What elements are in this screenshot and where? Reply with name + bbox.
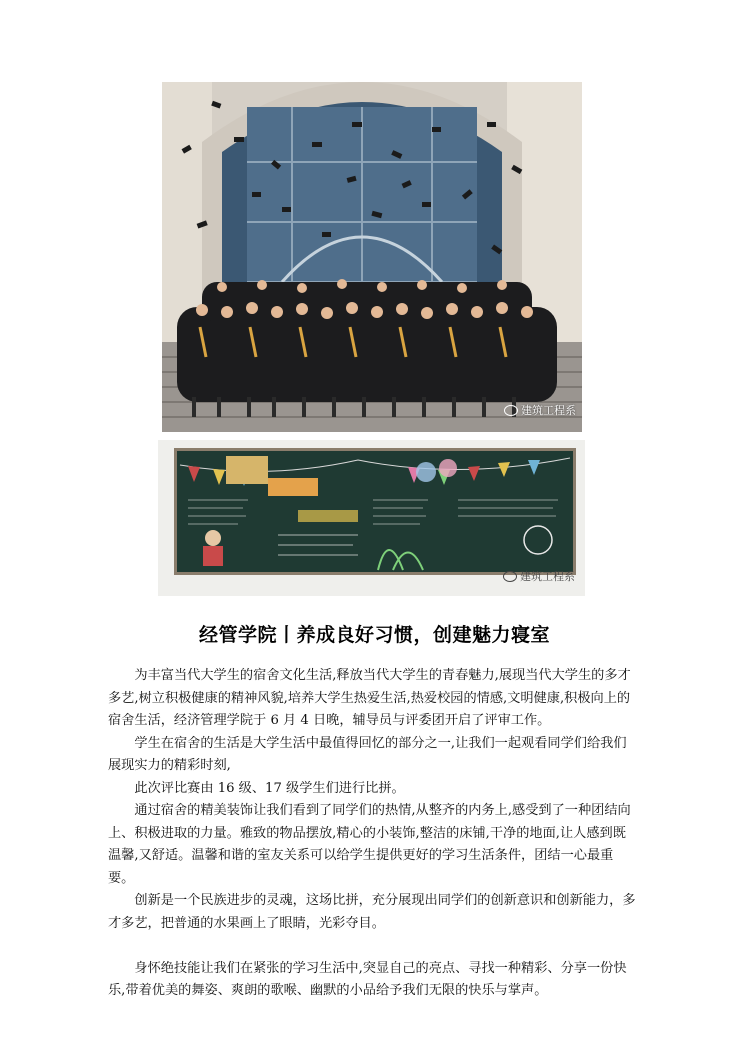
paragraph: 此次评比赛由 16 级、17 级学生们进行比拼。 — [134, 780, 405, 796]
wechat-icon — [503, 571, 517, 582]
blackboard-photo — [158, 440, 585, 596]
article-title: 经管学院丨养成良好习惯，创建魅力寝室 — [198, 624, 550, 646]
paragraph-spacer — [108, 935, 638, 958]
graduation-photo — [162, 82, 582, 432]
paragraph: 学生在宿舍的生活是大学生活中最值得回忆的部分之一,让我们一起观看同学们给我们展现实力的精彩时刻, — [108, 735, 627, 773]
paragraph: 通过宿舍的精美装饰让我们看到了同学们的热情,从整齐的内务上,感受到了一种团结向上、积极进取的力量。雅致的物品摆放,精心的小装饰,整洁的床铺,干净的地面,让人感到既温馨,又舒适。温馨和谐的室友关系可以给学生提供更好的学习生活条件，团结一心最重要。 — [108, 803, 631, 886]
paragraph: 身怀绝技能让我们在紧张的学习生活中,突显自己的亮点、寻找一种精彩、分享一份快乐,带着优美的舞姿、爽朗的歌喉、幽默的小品给予我们无限的快乐与掌声。 — [108, 960, 627, 998]
paragraph: 创新是一个民族进步的灵魂，这场比拼，充分展现出同学们的创新意识和创新能力，多才多艺，把普通的水果画上了眼睛，光彩夺目。 — [108, 893, 636, 931]
paragraph: 为丰富当代大学生的宿舍文化生活,释放当代大学生的青春魅力,展现当代大学生的多才多艺,树立积极健康的精神风貌,培养大学生热爱生活,热爱校园的情感,文明健康,积极向上的宿舍生活，经济管理学院于 6 月 4 日晚，辅导员与评委团开启了评审工作。 — [108, 668, 631, 728]
wechat-icon — [504, 405, 518, 416]
photo-watermark: 建筑工程系 — [503, 568, 575, 584]
photo-watermark: 建筑工程系 — [504, 402, 576, 418]
article-body — [108, 665, 638, 1003]
graduation-scene-illustration — [162, 82, 582, 432]
